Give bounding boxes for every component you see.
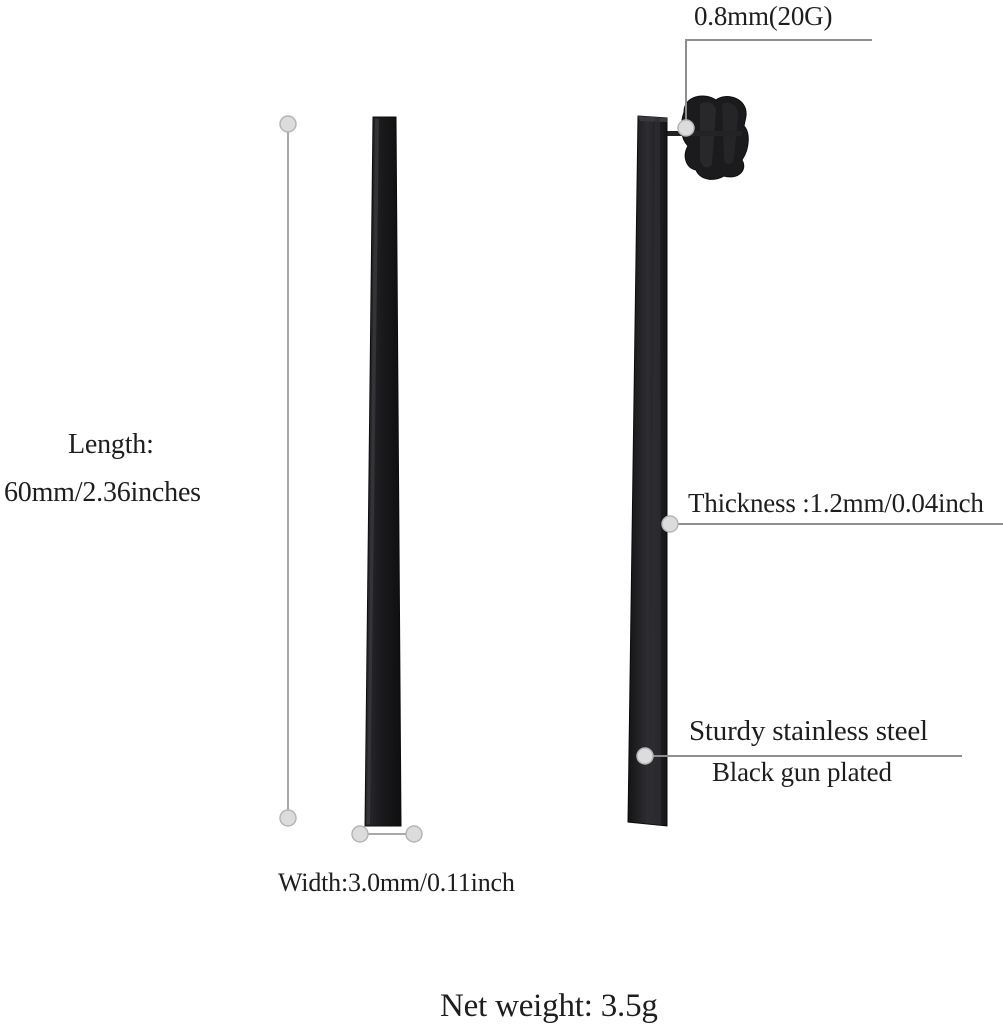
- butterfly-back-icon: [681, 96, 748, 179]
- width-left-marker: [352, 826, 368, 842]
- side-bar-body: [628, 116, 667, 826]
- length-bottom-marker: [280, 810, 296, 826]
- width-label: Width:3.0mm/0.11inch: [278, 868, 515, 897]
- material-marker: [637, 748, 653, 764]
- thickness-label: Thickness :1.2mm/0.04inch: [688, 488, 984, 518]
- width-right-marker: [406, 826, 422, 842]
- net-weight-label: Net weight: 3.5g: [440, 988, 658, 1024]
- length-dimension: [280, 116, 296, 826]
- material-label: Sturdy stainless steel: [689, 715, 928, 747]
- thickness-marker: [662, 516, 678, 532]
- earring-post: [664, 131, 742, 136]
- length-top-marker: [280, 116, 296, 132]
- earring-front-view: [365, 117, 401, 826]
- thickness-callout: [662, 516, 1003, 532]
- gauge-label: 0.8mm(20G): [694, 1, 833, 31]
- length-value: 60mm/2.36inches: [4, 477, 201, 508]
- plating-label: Black gun plated: [712, 757, 892, 787]
- length-title: Length:: [68, 429, 154, 460]
- gauge-marker: [678, 120, 694, 136]
- width-dimension: [352, 826, 422, 842]
